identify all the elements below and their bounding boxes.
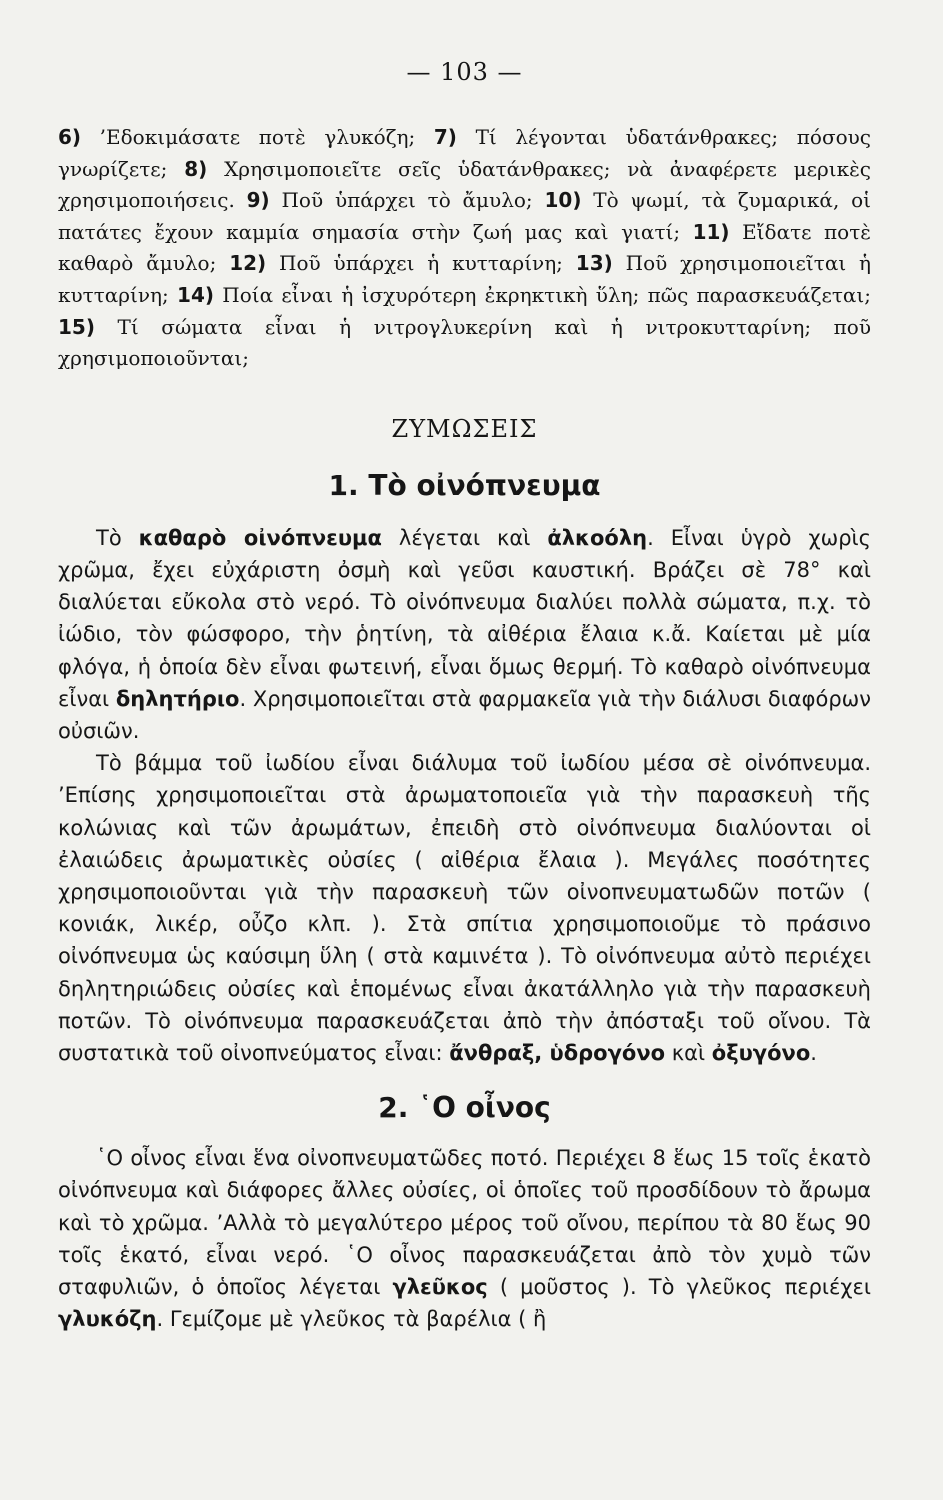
question-text: ’Εδοκιμάσατε ποτὲ γλυκόζη;: [81, 125, 434, 149]
question-text: Χρησιμοποιεῖτε σεῖς ὑδατάνθρακες; νὰ ἀναφέρετε μερικὲς χρησιμοποιήσεις.: [58, 156, 872, 213]
question-text: Τὸ ψωμί, τὰ ζυμαρικά, οἱ πατάτες ἔχουν καμμία σημασία στὴν ζωή μας καὶ γιατί;: [58, 188, 871, 244]
paragraph-wine: [58, 1142, 871, 1335]
text-run: ( μοῦστος ). Τὸ γλεῦκος περιέχει: [487, 1275, 871, 1300]
question-text: Ποία εἶναι ἡ ἰσχυρότερη ἐκρηκτικὴ ὕλη; πῶς παρασκευάζεται;: [214, 282, 871, 307]
question-number: 9): [246, 188, 270, 213]
question-number: 8): [184, 156, 208, 181]
section-title-wine: 2. ῾Ο οἶνος: [378, 1091, 551, 1125]
bold-term: ἀλκοόλη: [547, 525, 648, 550]
text-run: . Γεμίζομε μὲ γλεῦκος τὰ βαρέλια ( ἢ: [156, 1307, 547, 1332]
bold-term: γλεῦκος: [392, 1275, 488, 1300]
text-run: . Χρησιμοποιεῖται στὰ φαρμακεῖα γιὰ τὴν διάλυσι διαφόρων οὐσιῶν.: [58, 686, 871, 743]
question-text: Ποῦ χρησιμοποιεῖται ἡ κυτταρίνη;: [58, 251, 872, 307]
question-text: Ποῦ ὑπάρχει ἡ κυτταρίνη;: [266, 251, 576, 276]
question-text: Εἴδατε ποτὲ καθαρὸ ἄμυλο;: [58, 219, 871, 276]
bold-term: ὀξυγόνο: [711, 1041, 811, 1065]
question-number: 7): [433, 125, 457, 149]
question-text: Τί λέγονται ὑδατάνθρακες; πόσους γνωρίζετε;: [58, 125, 871, 181]
question-number: 12): [229, 251, 267, 276]
chapter-title: ΖΥΜΩΣΕΙΣ: [391, 414, 538, 443]
question-text: Τί σώματα εἶναι ἡ νιτρογλυκερίνη καὶ ἡ νιτροκυτταρίνη; ποῦ χρησιμοποιοῦνται;: [58, 314, 871, 371]
text-run: καὶ: [665, 1041, 712, 1065]
page-number: — 103 —: [406, 58, 523, 86]
question-number: 13): [575, 251, 613, 276]
text-run: λέγεται καὶ: [381, 525, 548, 550]
question-number: 15): [58, 314, 95, 339]
text-run: ῾Ο οἶνος εἶναι ἕνα οἰνοπνευματῶδες ποτό. Περιέχει 8 ἕως 15 τοῖς ἑκατὸ οἰνόπνευμα καὶ διάφορες ἄλλες οὐσίες, οἱ ὁποῖες τοῦ προσδίδουν τὸ ἄρωμα καὶ τὸ χρῶμα. ’Αλλὰ τὸ μεγαλύτερο μέρος τοῦ οἴνου, περίπου τὰ 80 ἕως 90 τοῖς ἑκατό, εἶναι νερό. ῾Ο οἶνος παρασκευάζεται ἀπὸ τὸν χυμὸ τῶν σταφυλιῶν, ὁ ὁποῖος λέγεται: [58, 1146, 871, 1300]
text-run: .: [810, 1041, 817, 1065]
question-number: 14): [177, 282, 215, 307]
text-run: Τὸ: [96, 525, 139, 550]
text-run: . Εἶναι ὑγρὸ χωρὶς χρῶμα, ἔχει εὐχάριστη ὀσμὴ καὶ γεῦσι καυστική. Βράζει σὲ 78° καὶ διαλύεται εὔκολα στὸ νερό. Τὸ οἰνόπνευμα διαλύει πολλὰ σώματα, π.χ. τὸ ἰώδιο, τὸν φώσφορο, τὴν ῥητίνη, τὰ αἰθέρια ἔλαια κ.ἄ. Καίεται μὲ μία φλόγα, ἡ ὁποία δὲν εἶναι φωτεινή, εἶναι ὅμως θερμή. Τὸ καθαρὸ οἰνόπνευμα εἶναι: [58, 525, 871, 711]
paragraph-alcohol-properties: [58, 522, 871, 747]
text-run: Τὸ βάμμα τοῦ ἰωδίου εἶναι διάλυμα τοῦ ἰωδίου μέσα σὲ οἰνόπνευμα. ’Επίσης χρησιμοποιεῖται στὰ ἀρωματοποιεῖα γιὰ τὴν παρασκευὴ τῆς κολώνιας καὶ τῶν ἀρωμάτων, ἐπειδὴ στὸ οἰνόπνευμα διαλύονται οἱ ἐλαιώδεις ἀρωματικὲς οὐσίες ( αἰθέρια ἔλαια ). Μεγάλες ποσότητες χρησιμοποιοῦνται γιὰ τὴν παρασκευὴ τῶν οἰνοπνευματωδῶν ποτῶν ( κονιάκ, λικέρ, οὖζο κλπ. ). Στὰ σπίτια χρησιμοποιοῦμε τὸ πράσινο οἰνόπνευμα ὡς καύσιμη ὕλη ( στὰ καμινέτα ). Τὸ οἰνόπνευμα αὐτὸ περιέχει δηλητηριώδεις οὐσίες καὶ ἑπομένως εἶναι ἀκατάλληλο γιὰ τὴν παρασκευὴ ποτῶν. Τὸ οἰνόπνευμα παρασκευάζεται ἀπὸ τὴν ἀπόσταξι τοῦ οἴνου. Τὰ συστατικὰ τοῦ οἰνοπνεύματος εἶναι:: [58, 751, 871, 1065]
bold-term: δηλητήριο: [115, 686, 240, 711]
question-number: 6): [58, 125, 82, 149]
bold-term: ἄνθραξ, ὑδρογόνο: [449, 1041, 666, 1065]
question-text: Ποῦ ὑπάρχει τὸ ἄμυλο;: [269, 188, 545, 213]
question-number: 10): [544, 188, 582, 213]
review-questions: [58, 122, 871, 375]
section-title-alcohol: 1. Τὸ οἰνόπνευμα: [328, 468, 601, 502]
bold-term: καθαρὸ οἰνόπνευμα: [138, 525, 382, 550]
bold-term: γλυκόζη: [58, 1307, 157, 1332]
question-number: 11): [692, 219, 730, 244]
paragraph-alcohol-uses: [58, 747, 871, 1069]
